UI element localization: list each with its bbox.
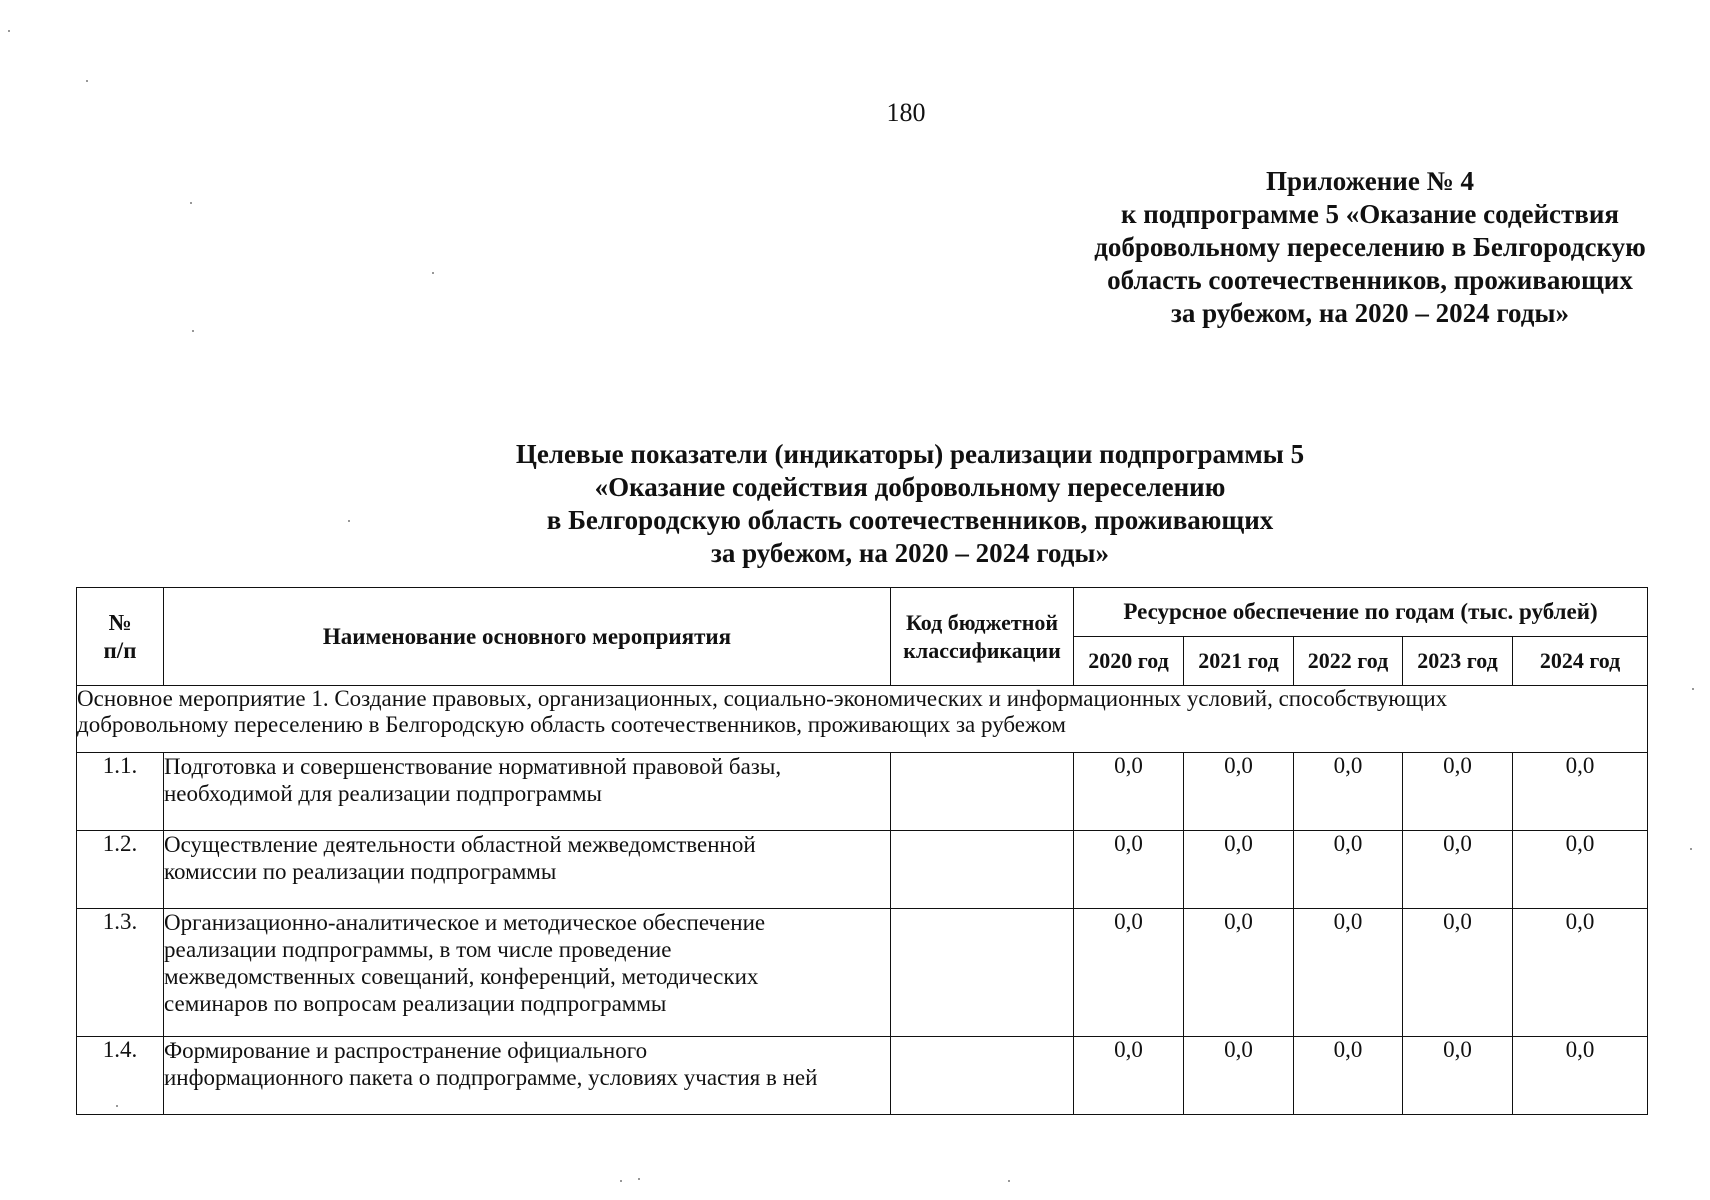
row-name-line: необходимой для реализации подпрограммы — [164, 781, 602, 806]
row-number: 1.3. — [77, 909, 164, 1037]
row-value-2022: 0,0 — [1294, 753, 1403, 831]
row-budget-code — [891, 1037, 1074, 1115]
scan-speck — [8, 30, 10, 32]
header-number-line: п/п — [103, 637, 137, 663]
scan-speck — [1690, 848, 1692, 850]
row-value-2022: 0,0 — [1294, 831, 1403, 909]
document-title — [340, 438, 1480, 570]
header-budget-code — [891, 588, 1074, 686]
row-event-name — [164, 753, 891, 831]
scan-speck — [348, 520, 350, 522]
table-row — [77, 1037, 1648, 1115]
appendix-line: Приложение № 4 — [1266, 166, 1474, 196]
indicators-table — [76, 587, 1648, 1115]
row-event-name — [164, 1037, 891, 1115]
row-name-line: Формирование и распространение официального — [164, 1038, 648, 1063]
title-line: за рубежом, на 2020 – 2024 годы» — [711, 538, 1109, 568]
appendix-note — [1040, 165, 1700, 330]
section-line: Основное мероприятие 1. Создание правовых, организационных, социально-экономических и информационных условий, способствующих — [77, 686, 1448, 711]
row-value-2022: 0,0 — [1294, 909, 1403, 1037]
row-value-2023: 0,0 — [1403, 831, 1513, 909]
scan-speck — [620, 1180, 622, 1182]
row-number: 1.1. — [77, 753, 164, 831]
title-line: «Оказание содействия добровольному переселению — [594, 472, 1226, 502]
row-name-line: информационного пакета о подпрограмме, условиях участия в ней — [164, 1065, 818, 1090]
title-line: Целевые показатели (индикаторы) реализации подпрограммы 5 — [515, 439, 1305, 469]
table-row — [77, 909, 1648, 1037]
row-value-2023: 0,0 — [1403, 753, 1513, 831]
row-value-2021: 0,0 — [1184, 831, 1294, 909]
header-event-name: Наименование основного мероприятия — [164, 588, 891, 686]
section-line: добровольному переселению в Белгородскую область соотечественников, проживающих за рубежом — [77, 712, 1066, 737]
row-value-2020: 0,0 — [1074, 753, 1184, 831]
scan-speck — [192, 330, 194, 332]
section-title — [77, 686, 1648, 753]
table-header-row — [77, 588, 1648, 637]
header-year: 2022 год — [1294, 637, 1403, 686]
row-value-2020: 0,0 — [1074, 909, 1184, 1037]
header-code-line: классификации — [903, 637, 1061, 663]
row-budget-code — [891, 909, 1074, 1037]
row-name-line: Подготовка и совершенствование нормативной правовой базы, — [164, 754, 782, 779]
table-row — [77, 753, 1648, 831]
header-year: 2023 год — [1403, 637, 1513, 686]
table-row — [77, 831, 1648, 909]
row-value-2020: 0,0 — [1074, 1037, 1184, 1115]
row-value-2024: 0,0 — [1513, 831, 1648, 909]
row-value-2023: 0,0 — [1403, 909, 1513, 1037]
row-value-2024: 0,0 — [1513, 753, 1648, 831]
scan-speck — [1692, 688, 1694, 690]
header-year: 2020 год — [1074, 637, 1184, 686]
row-name-line: Осуществление деятельности областной межведомственной — [164, 832, 756, 857]
row-budget-code — [891, 753, 1074, 831]
row-name-line: межведомственных совещаний, конференций, методических — [164, 964, 759, 989]
scan-speck — [86, 80, 88, 82]
title-line: в Белгородскую область соотечественников, проживающих — [546, 505, 1274, 535]
header-number-line: № — [108, 609, 132, 635]
scan-speck — [116, 1105, 118, 1107]
row-value-2023: 0,0 — [1403, 1037, 1513, 1115]
row-value-2022: 0,0 — [1294, 1037, 1403, 1115]
header-number — [77, 588, 164, 686]
header-code-line: Код бюджетной — [905, 609, 1059, 635]
appendix-line: область соотечественников, проживающих — [1107, 265, 1633, 295]
scan-speck — [432, 272, 434, 274]
row-value-2021: 0,0 — [1184, 909, 1294, 1037]
row-name-line: реализации подпрограммы, в том числе проведение — [164, 937, 672, 962]
row-budget-code — [891, 831, 1074, 909]
scan-speck — [638, 1178, 640, 1180]
row-value-2024: 0,0 — [1513, 1037, 1648, 1115]
row-value-2020: 0,0 — [1074, 831, 1184, 909]
scan-speck — [1008, 1180, 1010, 1182]
page-number: 180 — [886, 98, 926, 127]
row-name-line: Организационно-аналитическое и методическое обеспечение — [164, 910, 766, 935]
header-year: 2021 год — [1184, 637, 1294, 686]
row-name-line: комиссии по реализации подпрограммы — [164, 859, 557, 884]
header-year: 2024 год — [1513, 637, 1648, 686]
appendix-line: к подпрограмме 5 «Оказание содействия — [1120, 199, 1620, 229]
scan-speck — [190, 202, 192, 204]
row-event-name — [164, 909, 891, 1037]
row-value-2021: 0,0 — [1184, 1037, 1294, 1115]
section-row — [77, 686, 1648, 753]
header-resources: Ресурсное обеспечение по годам (тыс. рублей) — [1074, 588, 1648, 637]
row-value-2024: 0,0 — [1513, 909, 1648, 1037]
row-event-name — [164, 831, 891, 909]
row-name-line: семинаров по вопросам реализации подпрограммы — [164, 991, 667, 1016]
row-number: 1.4. — [77, 1037, 164, 1115]
row-number: 1.2. — [77, 831, 164, 909]
appendix-line: за рубежом, на 2020 – 2024 годы» — [1171, 298, 1569, 328]
row-value-2021: 0,0 — [1184, 753, 1294, 831]
appendix-line: добровольному переселению в Белгородскую — [1094, 232, 1646, 262]
